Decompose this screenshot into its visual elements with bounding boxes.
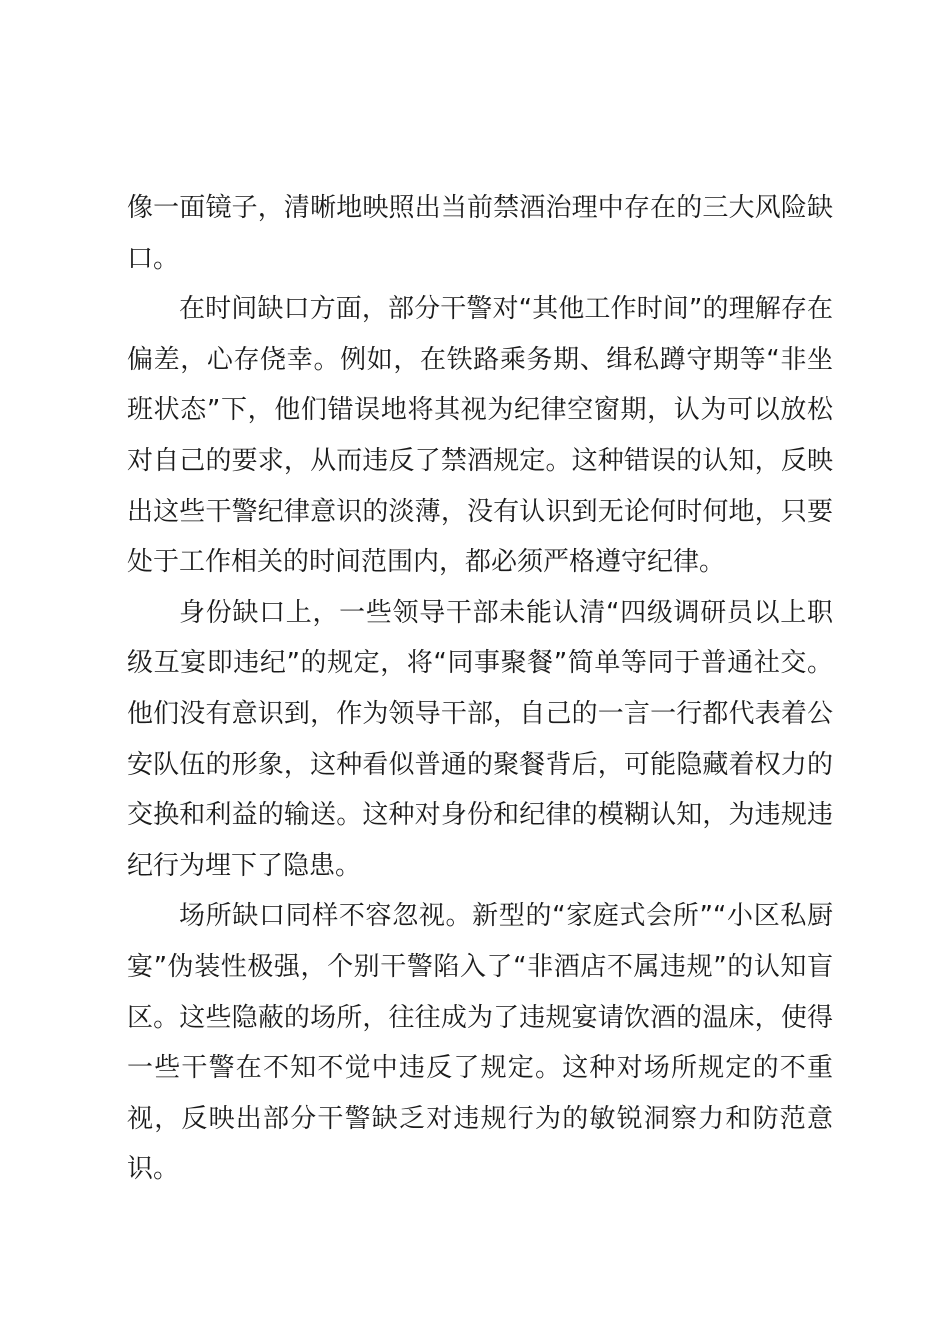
- paragraph-time-gap: 在时间缺口方面，部分干警对“其他工作时间”的理解存在偏差，心存侥幸。例如，在铁路乘务期、缉私蹲守期等“非坐班状态”下，他们错误地将其视为纪律空窗期，认为可以放松对自己的要求，从而违反了禁酒规定。这种错误的认知，反映出这些干警纪律意识的淡薄，没有认识到无论何时何地，只要处于工作相关的时间范围内，都必须严格遵守纪律。: [127, 294, 833, 578]
- paragraph-venue-gap: 场所缺口同样不容忽视。新型的“家庭式会所”“小区私厨宴”伪装性极强，个别干警陷入了“非酒店不属违规”的认知盲区。这些隐蔽的场所，往往成为了违规宴请饮酒的温床，使得一些干警在不知不觉中违反了规定。这种对场所规定的不重视，反映出部分干警缺乏对违规行为的敏锐洞察力和防范意识。: [127, 901, 833, 1185]
- paragraph-identity-gap: 身份缺口上，一些领导干部未能认清“四级调研员以上职级互宴即违纪”的规定，将“同事聚餐”简单等同于普通社交。他们没有意识到，作为领导干部，自己的一言一行都代表着公安队伍的形象，这种看似普通的聚餐背后，可能隐藏着权力的交换和利益的输送。这种对身份和纪律的模糊认知，为违规违纪行为埋下了隐患。: [127, 597, 833, 881]
- document-body: [127, 183, 833, 1195]
- paragraph-continued: 像一面镜子，清晰地映照出当前禁酒治理中存在的三大风险缺口。: [127, 193, 833, 274]
